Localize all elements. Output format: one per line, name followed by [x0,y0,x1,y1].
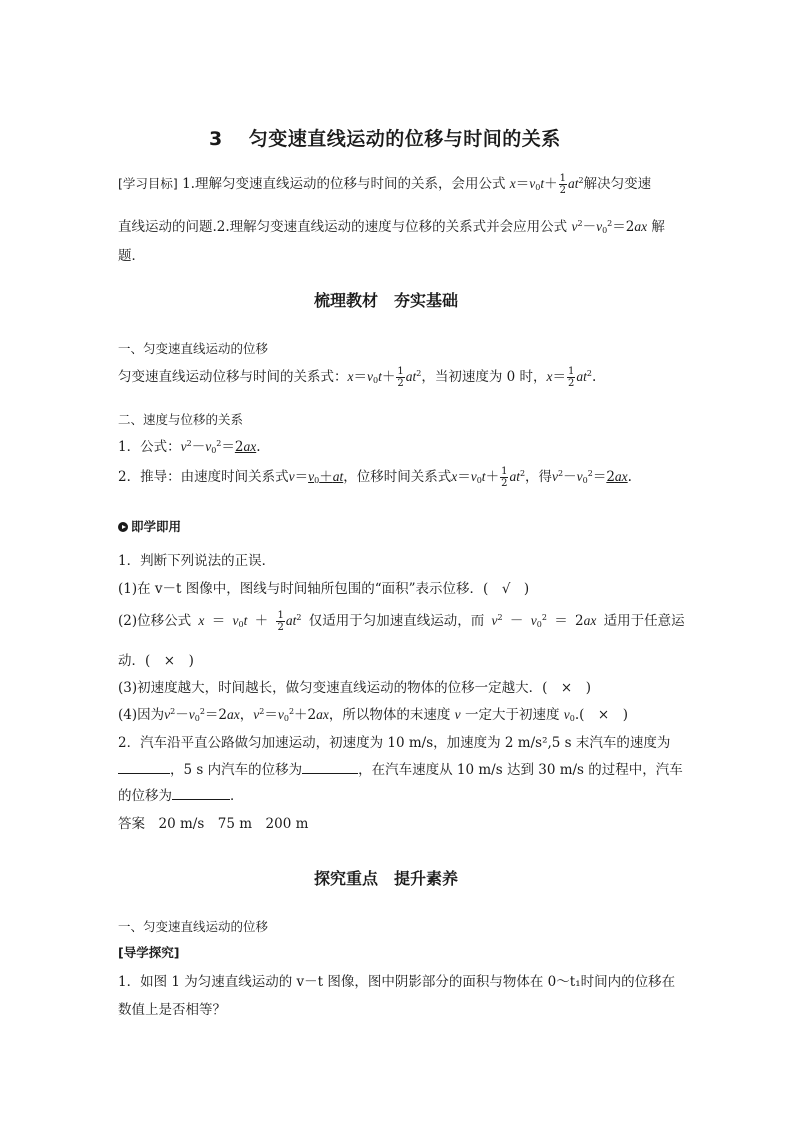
chapter-title: 匀变速直线运动的位移与时间的关系 [248,128,561,150]
question-2: 2．汽车沿平直公路做匀加速运动，初速度为 10 m/s，加速度为 2 m/s²,5 s 末汽车的速度为 [118,735,671,751]
guided-inquiry-label: [导学探究] [118,945,180,960]
page-title [209,124,561,151]
item-text: 2．推导：由速度时间关系式 [118,469,289,485]
item-text: ，得 [525,469,553,485]
question-text: (2)位移公式 [118,613,192,629]
question-text: 仅适用于匀加速直线运动，而 [308,613,485,629]
practice-label-text: 即学即用 [131,519,182,534]
question-1-2-cont: 动．( × ) [118,653,194,669]
objectives-text: 直线运动的问题.2.理解匀变速直线运动的速度与位移的关系式并会应用公式 [118,219,568,235]
item-text: ，位移时间关系式 [343,469,452,485]
inquiry-question-line-2: 数值上是否相等？ [118,1002,226,1018]
objectives-line-1: [学习目标] 1.理解匀变速直线运动的位移与时间的关系，会用公式 $x=v_0t+$ $\frac{1}{2}$ $at^2$解决匀变速 [118,173,652,196]
question-text: ，所以物体的末速度 [328,707,451,723]
answer-blank [118,761,170,774]
objectives-text: 1.理解匀变速直线运动的位移与时间的关系，会用公式 [182,176,506,192]
inquiry-question-line-1: 1．如图 1 为匀速直线运动的 v－t 图像，图中阴影部分的面积与物体在 0～t₁时间内的位移在 [118,974,676,990]
objectives-label: [学习目标] [118,176,178,191]
question-1-3: (3)初速度越大，时间越长，做匀变速直线运动的物体的位移一定越大．( × ) [118,680,591,696]
section-heading-1: 梳理教材 夯实基础 [314,291,459,310]
play-circle-icon [118,522,128,532]
section-heading-2: 探究重点 提升素养 [314,869,459,888]
objectives-text: 解决匀变速 [583,176,652,192]
subsection-heading: 一、匀变速直线运动的位移 [118,341,269,356]
answer-line: 答案 20 m/s 75 m 200 m [118,816,309,832]
question-text: 适用于任意运 [603,613,685,629]
practice-label [118,517,181,535]
question-text: ． [230,788,244,804]
answer-blank [172,787,230,800]
question-text: ，在汽车速度从 10 m/s 达到 30 m/s 的过程中，汽车 [358,762,683,778]
question-2-line-2 [118,758,683,778]
objectives-line-2: 直线运动的问题.2.理解匀变速直线运动的速度与位移的关系式并会应用公式 $v^2-v_0^2=2ax$ 解 [118,219,665,235]
objectives-line-3: 题． [118,248,145,264]
question-1-1: (1)在 v－t 图像中，图线与时间轴所包围的“面积”表示位移．( √ ) [118,581,530,597]
subsection-heading: 二、速度与位移的关系 [118,412,244,427]
answer-blank [302,761,358,774]
question-1-2: (2)位移公式 $x = v_0t$ ＋ $\frac{1}{2}$ $at^2$ 仅适用于匀加速直线运动，而 $v^2 - v_0^2 = 2ax$ 适用于任意运 [118,610,685,633]
formula-text: 匀变速直线运动位移与时间的关系式： [118,369,348,385]
question-text: ，5 s 内汽车的位移为 [170,762,303,778]
displacement-formula-line: 匀变速直线运动位移与时间的关系式：$x=v_0t+$ $\frac{1}{2}$ $at^2$，当初速度为 0 时，x＝ $\frac{1}{2}$ $at^2$. [118,366,597,389]
question-1: 1．判断下列说法的正误． [118,553,276,569]
subsection-heading: 一、匀变速直线运动的位移 [118,919,269,934]
question-2-line-3 [118,784,244,804]
formula-item-2: 2．推导：由速度时间关系式$v=v_0+at$，位移时间关系式$x=v_0t+$ $\frac{1}{2}$ $at^2$，得$v^2-v_0^2=2ax$. [118,466,632,489]
question-1-4: (4)因为$v^2-v_0^2=2ax$，$v^2=v_0^2+2ax$，所以物体的末速度 v 一定大于初速度 $v_0$.( × ) [118,707,629,723]
formula-item-1: 1．公式：$v^2-v_0^2=2ax$. [118,439,261,455]
formula-text: ，当初速度为 0 时， [421,369,547,385]
question-text: 的位移为 [118,788,172,804]
question-text: (4)因为 [118,707,165,723]
question-text: 一定大于初速度 [464,707,560,723]
item-text: 1．公式： [118,439,181,455]
chapter-number: 3 [209,128,223,150]
objectives-text: 解 [651,219,665,235]
question-text: ( × ) [579,707,629,723]
